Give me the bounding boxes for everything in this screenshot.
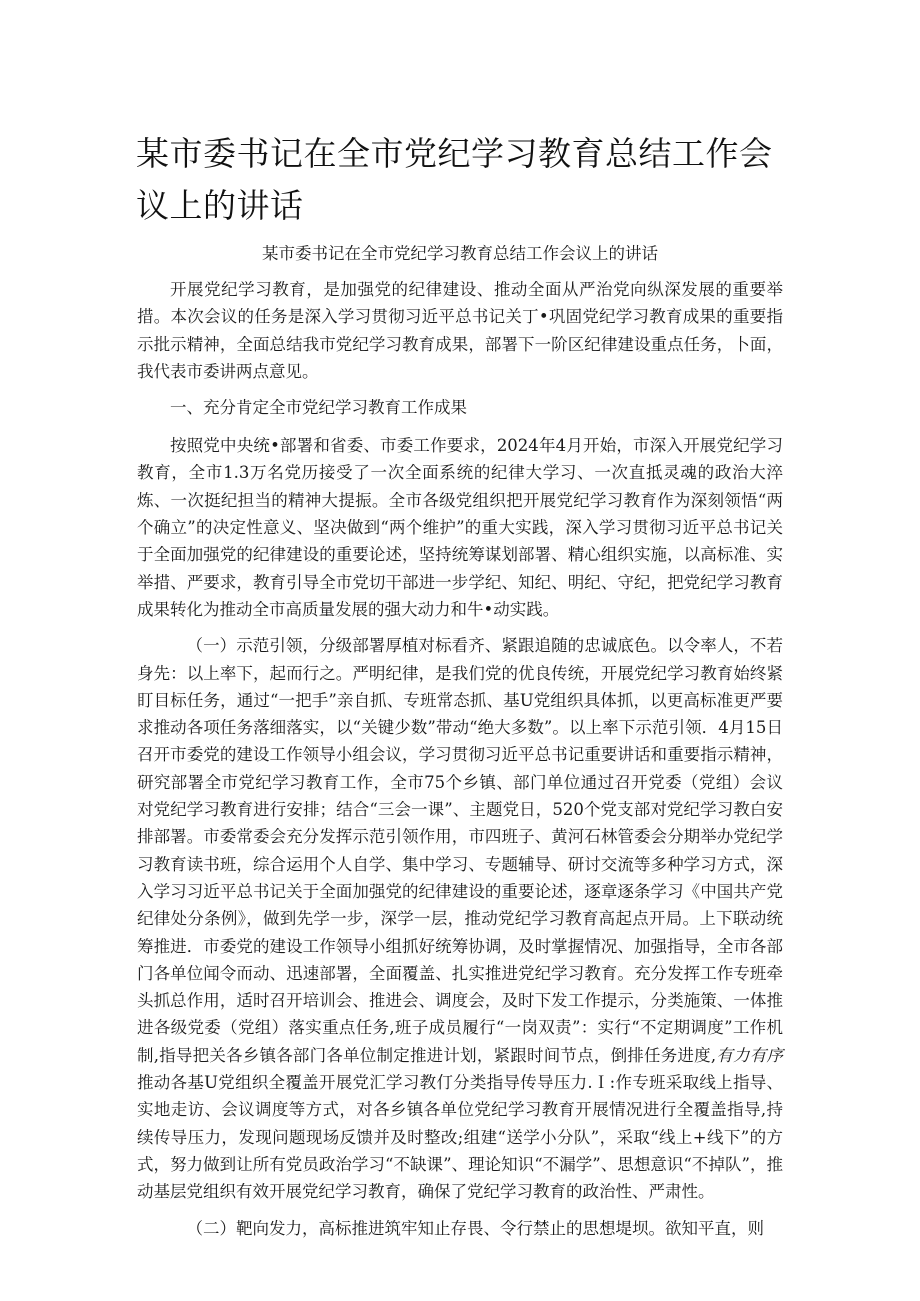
- subsection-1-text-b: 推动各基U党组织全覆盖开展党汇学习教仃分类指导传导压力.Ｉ:作专班采取线上指导、实地走访、会议调度等方式，对各乡镇各单位党纪学习教育开展情况进行全覆盖指导,持续传导压力，发现问题现场反馈并及时整改;组建“送学小分队”，采取“线上+线下”的方式，努力做到让所有党员政治学习“不缺课”、理论知识“不漏学”、思想意识“不掉队”，推动基层党组织有效开展党纪学习教育，确保了党纪学习教育的政治性、严肃性。: [137, 1073, 783, 1202]
- subsection-1-italic-phrase: 有力有序: [716, 1045, 783, 1065]
- section-1-paragraph: 按照党中央统•部署和省委、市委工作要求，2024年4月开始，市深入开展党纪学习教育，全市1.3万名党历接受了一次全面系统的纪律大学习、一次直抵灵魂的政治大淬炼、一次挺纪担当的精神大提振。全市各级党组织把开展党纪学习教育作为深刻领悟“两个确立”的决定性意义、坚决做到“两个维护”的重大实践，深入学习贯彻习近平总书记关于全面加强党的纪律建设的重要论述，坚持统筹谋划部署、精心组织实施，以高标准、实举措、严要求，教育引导全市党切干部进一步学纪、知纪、明纪、守纪，把党纪学习教育成果转化为推动全市高质量发展的强大动力和牛•动实践。: [137, 436, 783, 619]
- section-heading-1: 一、充分肯定全市党纪学习教育工作成果: [170, 398, 467, 418]
- document-title: 某市委书记在全市党纪学习教育总结工作会议上的讲话: [136, 134, 773, 225]
- subsection-1-paragraph: [137, 632, 783, 1205]
- document-body: [137, 240, 783, 1251]
- document-subtitle: 某市委书记在全市党纪学习教育总结工作会议上的讲话: [262, 244, 658, 263]
- subsection-1-text-a: （一）示范引领，分级部署厚植对标看齐、紧跟追随的忠诚底色。以令率人，不若身先：以上率下，起而行之。严明纪律，是我们党的优良传统，开展党纪学习教育始终紧盯目标任务，通过“一把手”亲自抓、专班常态抓、基U党组织具体抓，以更高标准更严要求推动各项任务落细落实，以“关键少数”带动“绝大多数”。以上率下示范引领．4月15日召开市委党的建设工作领导小组会议，学习贯彻习近平总书记重要讲话和重要指示精神，研究部署全市党纪学习教育工作，全市75个乡镇、部门单位通过召开党委（党组）会议对党纪学习教育进行安排；结合“三会一课”、主题党日，520个党支部对党纪学习教白安排部署。市委常委会充分发挥示范引领作用，市四班子、黄河石林管委会分期举办党纪学习教育读书班，综合运用个人自学、集中学习、专题辅导、研讨交流等多种学习方式，深入学习习近平总书记关于全面加强党的纪律建设的重要论述，逐章逐条学习《中国共产党纪律处分条例》，做到先学一步，深学一层，推动党纪学习教育高起点开局。上下联动统筹推进．市委党的建设工作领导小组抓好统筹协调，及时掌握情况、加强指导，全市各部门各单位闻令而动、迅速部署，全面覆盖、扎实推进党纪学习教育。充分发挥工作专班牵头抓总作用，适时召开培训会、推进会、调度会，及时下发工作提示，分类施策、一体推进各级党委（党组）落实重点任务,班子成员履行“一岗双责”：实行“不定期调度”工作机制,指导把关各乡镇各部门各单位制定推进计划，紧跟时间节点，倒排任务进度,: [137, 636, 783, 1065]
- intro-paragraph: 开展党纪学习教育，是加强党的纪律建设、推动全面从严治党向纵深发展的重要举措。本次会议的任务是深入学习贯彻习近平总书记关丁•巩固党纪学习教育成果的重要指示批示精神，全面总结我市党纪学习教育成果，部署下一阶区纪律建设重点任务，卜面，我代表市委讲两点意见。: [137, 280, 783, 381]
- subsection-2-paragraph: （二）靶向发力，高标推进筑牢知止存畏、令行禁止的思想堤坝。欲知平直，则: [186, 1218, 764, 1238]
